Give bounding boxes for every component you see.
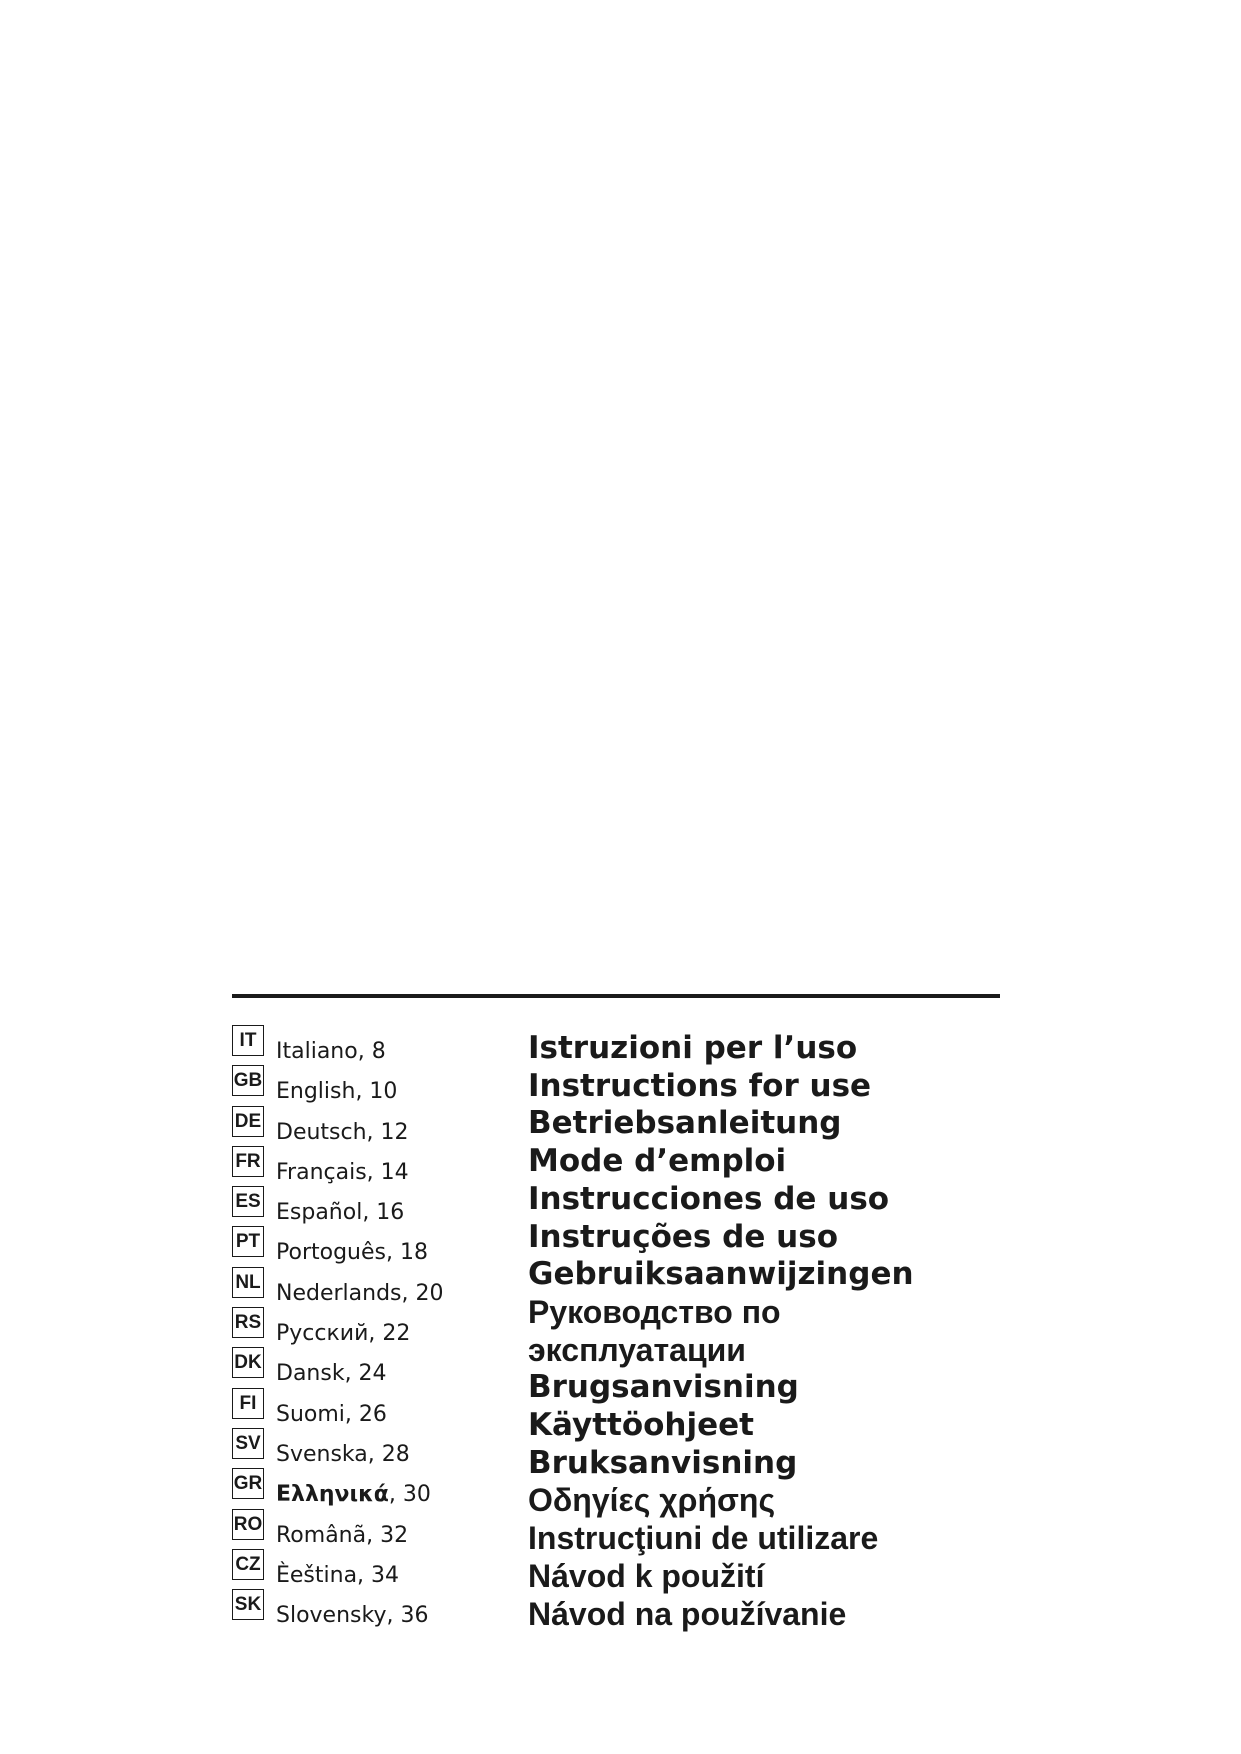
language-page-label: Italiano, 8 xyxy=(276,1039,386,1064)
title-gr: Οδηγίες χρήσης xyxy=(528,1482,776,1519)
title-rs-line2: эксплуатации xyxy=(528,1331,746,1368)
language-name-bold: Ελληνικά xyxy=(276,1482,389,1508)
title-fi: Käyttöohjeet xyxy=(528,1407,754,1444)
language-page-label: Èeština, 34 xyxy=(276,1562,400,1588)
title-es: Instrucciones de uso xyxy=(528,1180,890,1217)
language-code-badge: SK xyxy=(232,1589,264,1620)
title-ro: Instrucţiuni de utilizare xyxy=(528,1520,879,1557)
title-nl: Gebruiksaanwijzingen xyxy=(528,1256,914,1293)
language-code-badge: GR xyxy=(232,1468,264,1499)
language-code-badge: GB xyxy=(232,1065,264,1096)
language-code-badge: CZ xyxy=(232,1549,264,1580)
language-code-badge: RO xyxy=(232,1509,264,1540)
title-sv: Bruksanvisning xyxy=(528,1444,798,1481)
language-code-badge: NL xyxy=(232,1267,264,1298)
language-page-label: Français, 14 xyxy=(276,1159,409,1185)
language-page-label: Русский, 22 xyxy=(276,1321,411,1347)
language-code-badge: RS xyxy=(232,1307,264,1338)
title-pt: Instruções de uso xyxy=(528,1218,838,1255)
language-page-label: Portoguês, 18 xyxy=(276,1240,428,1266)
language-page-label: Suomi, 26 xyxy=(276,1401,387,1427)
language-code-badge: FI xyxy=(232,1388,264,1419)
language-code-badge: DE xyxy=(232,1106,264,1137)
language-page-label xyxy=(276,1482,431,1508)
language-page-label: English, 10 xyxy=(276,1079,398,1105)
title-sk: Návod na používanie xyxy=(528,1595,847,1632)
header-divider-line xyxy=(232,994,1000,998)
instructions-title-list xyxy=(528,1030,914,1633)
title-dk: Brugsanvisning xyxy=(528,1369,799,1406)
language-page-label: Slovensky, 36 xyxy=(276,1603,429,1629)
language-page-label: Dansk, 24 xyxy=(276,1361,387,1387)
language-code-badge: DK xyxy=(232,1347,264,1378)
title-it: Istruzioni per l’uso xyxy=(528,1030,858,1066)
language-page-label: Românã, 32 xyxy=(276,1522,409,1548)
language-code-badge: SV xyxy=(232,1428,264,1459)
language-page-label: Svenska, 28 xyxy=(276,1441,410,1467)
language-page-label: Deutsch, 12 xyxy=(276,1119,409,1145)
language-code-badge: ES xyxy=(232,1186,264,1217)
language-code-badge: IT xyxy=(232,1025,264,1056)
title-cz: Návod k použití xyxy=(528,1557,765,1594)
language-page-label: Nederlands, 20 xyxy=(276,1280,444,1306)
language-code-badge: FR xyxy=(232,1146,264,1177)
title-fr: Mode d’emploi xyxy=(528,1143,787,1180)
title-rs-line1: Руководство по xyxy=(528,1293,781,1330)
language-page-label: Español, 16 xyxy=(276,1200,405,1226)
language-page-number: , 30 xyxy=(388,1482,431,1508)
title-de: Betriebsanleitung xyxy=(528,1105,842,1142)
title-gb: Instructions for use xyxy=(528,1067,872,1104)
language-code-badge: PT xyxy=(232,1226,264,1257)
